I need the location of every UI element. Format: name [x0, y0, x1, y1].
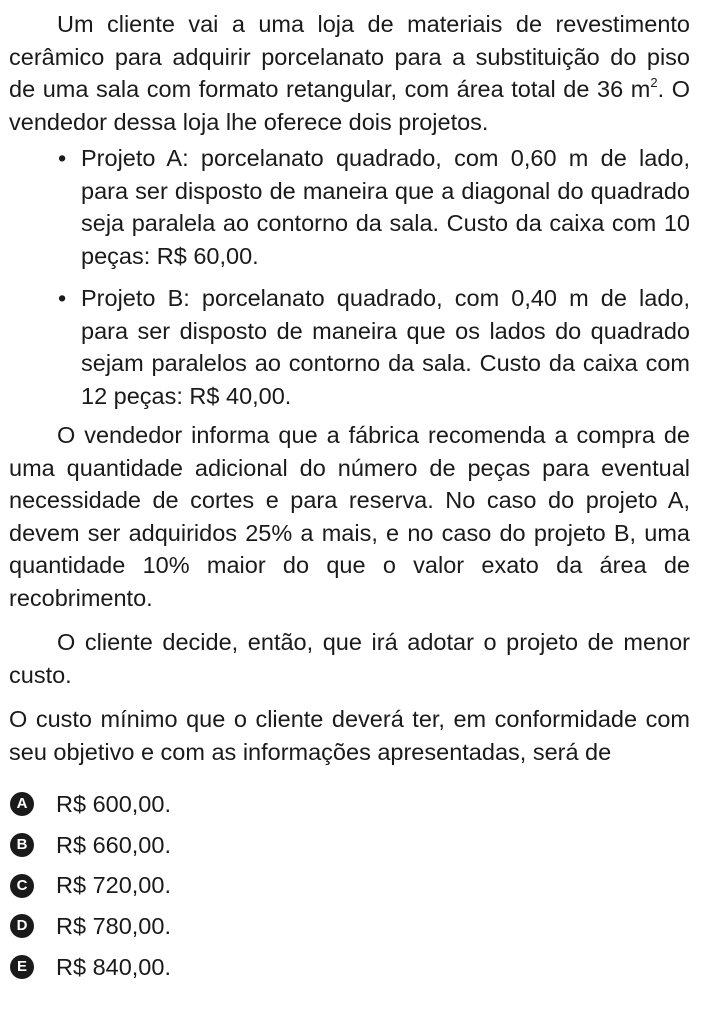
project-b-item	[58, 282, 690, 412]
project-a-item	[58, 142, 690, 272]
answer-options	[9, 784, 690, 987]
option-a-text: R$ 600,00.	[56, 791, 171, 818]
option-d-text: R$ 780,00.	[56, 913, 171, 940]
option-d[interactable]	[9, 906, 690, 947]
decision-paragraph: O cliente decide, então, que irá adotar o projeto de menor custo.	[9, 629, 690, 688]
option-c-text: R$ 720,00.	[56, 872, 171, 899]
project-b-text: Projeto B: porcelanato quadrado, com 0,40 m de lado, para ser disposto de maneira que os lados do quadrado sejam paralelos ao contorno da sala. Custo da caixa com 12 peças: R$ 40,00.	[81, 285, 690, 409]
project-a-text: Projeto A: porcelanato quadrado, com 0,60 m de lado, para ser disposto de maneira que a diagonal do quadrado seja paralela ao contorno da sala. Custo da caixa com 10 peças: R$ 60,00.	[81, 145, 690, 269]
bullet-icon: •	[58, 145, 67, 171]
intro-text-end: . O vendedor dessa loja lhe oferece dois projetos.	[9, 76, 690, 135]
option-d-letter-icon: D	[10, 914, 34, 938]
option-c-letter-icon: C	[10, 874, 34, 898]
option-b[interactable]	[9, 825, 690, 866]
option-a-letter-icon: A	[10, 792, 34, 816]
project-list	[9, 142, 690, 412]
option-e[interactable]	[9, 947, 690, 988]
recommendation-paragraph: O vendedor informa que a fábrica recomenda a compra de uma quantidade adicional do número de peças para eventual necessidade de cortes e para reserva. No caso do projeto A, devem ser adquiridos 25% a mais, e no caso do projeto B, uma quantidade 10% maior do que o valor exato da área de recobrimento.	[9, 422, 690, 611]
option-e-letter-icon: E	[10, 955, 34, 979]
intro-text: Um cliente vai a uma loja de materiais de revestimento cerâmico para adquirir porcelanato para a substituição do piso de uma sala com formato retangular, com área total de 36 m	[9, 11, 690, 102]
option-b-letter-icon: B	[10, 833, 34, 857]
bullet-icon: •	[58, 285, 67, 311]
area-exponent: 2	[650, 75, 658, 90]
question-prompt: O custo mínimo que o cliente deverá ter, em conformidade com seu objetivo e com as informações apresentadas, será de	[9, 706, 690, 765]
option-b-text: R$ 660,00.	[56, 831, 171, 858]
option-a[interactable]	[9, 784, 690, 825]
intro-paragraph	[9, 8, 690, 138]
option-e-text: R$ 840,00.	[56, 953, 171, 980]
option-c[interactable]	[9, 865, 690, 906]
